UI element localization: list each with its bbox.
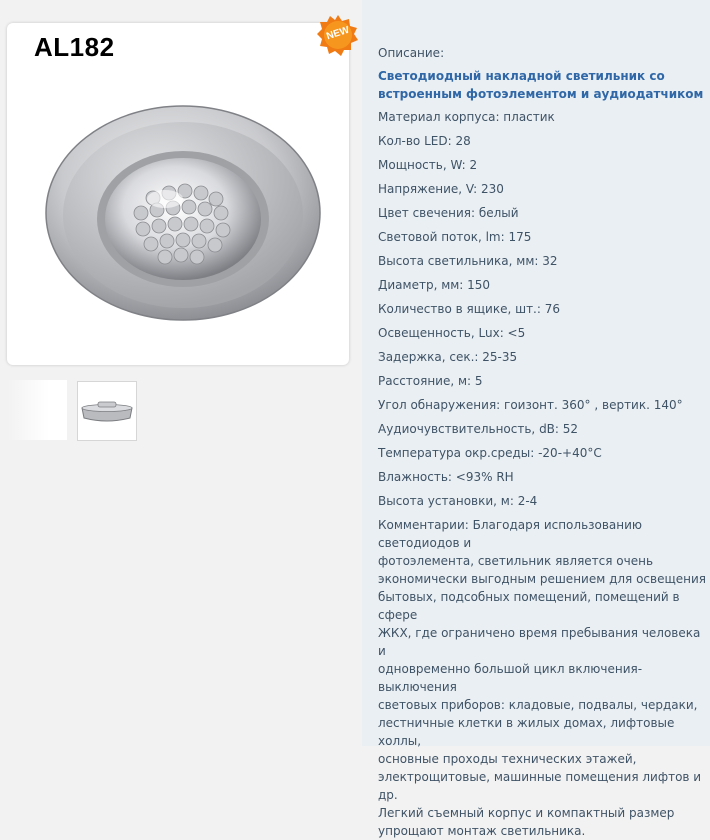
spec-item: Материал корпуса: пластик (378, 110, 555, 124)
comment-line: экономически выгодным решением для освещения (378, 572, 707, 586)
spec-item: Влажность: <93% RH (378, 470, 514, 484)
comment-line: Легкий съемный корпус и компактный размер (378, 806, 675, 820)
comment-line: световых приборов: кладовые, подвалы, чердаки, (378, 698, 698, 712)
comment-line: лестничные клетки в жилых домах, лифтовые холлы, (378, 716, 675, 748)
spec-item: Диаметр, мм: 150 (378, 278, 491, 292)
comments-block (378, 516, 708, 840)
new-badge-label: NEW (325, 24, 351, 43)
description-label: Описание: (378, 46, 445, 60)
thumbnail-side-view-image (80, 396, 134, 426)
comment-line: ЖКХ, где ограничено время пребывания человека и (378, 626, 701, 658)
product-image-card[interactable] (7, 23, 349, 365)
product-photo (43, 103, 323, 323)
spec-item: Цвет свечения: белый (378, 206, 519, 220)
product-title-line-1: Светодиодный накладной светильник со (378, 69, 665, 83)
spec-item: Световой поток, lm: 175 (378, 230, 532, 244)
spec-item: Кол-во LED: 28 (378, 134, 471, 148)
spec-list (378, 41, 708, 513)
spec-item: Напряжение, V: 230 (378, 182, 504, 196)
spec-item: Освещенность, Lux: <5 (378, 326, 526, 340)
new-badge (317, 14, 359, 56)
specification-panel (362, 0, 710, 838)
product-title (378, 67, 708, 103)
spec-item: Расстояние, м: 5 (378, 374, 483, 388)
spec-item: Задержка, сек.: 25-35 (378, 350, 518, 364)
comment-line: фотоэлемента, светильник является очень (378, 554, 654, 568)
spec-item: Аудиочувствительность, dB: 52 (378, 422, 579, 436)
spec-item: Мощность, W: 2 (378, 158, 478, 172)
product-title-line-2: встроенным фотоэлементом и аудиодатчиком (378, 87, 704, 101)
product-gallery (0, 0, 360, 746)
thumbnail-2[interactable] (77, 381, 137, 441)
comment-line: бытовых, подсобных помещений, помещений в сфере (378, 590, 680, 622)
comment-line: упрощают монтаж светильника. (378, 824, 586, 838)
spec-item: Высота светильника, мм: 32 (378, 254, 558, 268)
spec-item: Угол обнаружения: гоизонт. 360° , вертик. 140° (378, 398, 683, 412)
model-code: AL182 (34, 32, 115, 62)
spec-item: Температура окр.среды: -20-+40°С (378, 446, 602, 460)
thumbnail-1[interactable] (7, 380, 67, 440)
comment-line: Комментарии: Благодаря использованию светодиодов и (378, 518, 643, 550)
spec-item: Высота установки, м: 2-4 (378, 494, 538, 508)
spec-item: Количество в ящике, шт.: 76 (378, 302, 560, 316)
comment-line: одновременно большой цикл включения-выключения (378, 662, 643, 694)
comment-line: основные проходы технических этажей, (378, 752, 637, 766)
comment-line: электрощитовые, машинные помещения лифтов и др. (378, 770, 702, 802)
